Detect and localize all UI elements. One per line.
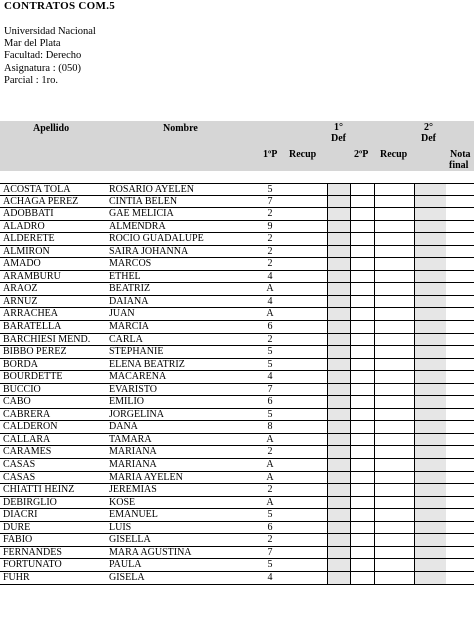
table-row [0,296,474,309]
cell-nombre: MARCOS [109,258,152,270]
cell-nombre: ROCIO GUADALUPE [109,233,204,245]
table-row [0,283,474,296]
cell-1p: A [266,471,274,483]
cell-1p: 4 [267,571,273,583]
cell-nombre: DAIANA [109,295,149,307]
table-row [0,371,474,384]
cell-apellido: ACHAGA PEREZ [3,195,79,207]
cell-apellido: FUHR [3,571,30,583]
cell-1p: 7 [267,195,273,207]
table-row [0,446,474,459]
cell-apellido: ALMIRON [3,245,50,257]
cell-apellido: BOURDETTE [3,371,63,383]
cell-nombre: GAE MELICIA [109,208,174,220]
table-row [0,246,474,259]
cell-apellido: DEBIRGLIO [3,496,57,508]
cell-apellido: ARNUZ [3,295,38,307]
table-row [0,559,474,572]
grades-table [0,183,474,585]
header-recup1: Recup [289,149,317,160]
cell-1p: 4 [267,295,273,307]
table-row [0,196,474,209]
cell-apellido: FABIO [3,534,33,546]
cell-1p: 5 [267,358,273,370]
cell-apellido: BARATELLA [3,321,62,333]
cell-1p: A [266,308,274,320]
cell-apellido: FORTUNATO [3,559,62,571]
cell-1p: 8 [267,421,273,433]
cell-apellido: ARAOZ [3,283,38,295]
table-row [0,547,474,560]
cell-nombre: EMANUEL [109,509,158,521]
cell-apellido: ARAMBURU [3,270,61,282]
table-row [0,396,474,409]
table-row [0,346,474,359]
cell-apellido: ALADRO [3,220,45,232]
table-row [0,221,474,234]
cell-apellido: CASAS [3,471,36,483]
cell-1p: 2 [267,484,273,496]
table-row [0,183,474,196]
cell-nombre: CARLA [109,333,143,345]
cell-1p: 9 [267,220,273,232]
cell-nombre: ROSARIO AYELEN [109,184,194,195]
table-row [0,534,474,547]
header-nota: Nota [450,149,471,160]
cell-1p: 5 [267,559,273,571]
cell-apellido: ARRACHEA [3,308,59,320]
header-recup2: Recup [380,149,408,160]
cell-apellido: BARCHIESI MEND. [3,333,91,345]
table-row [0,434,474,447]
cell-1p: A [266,283,274,295]
cell-apellido: CASAS [3,459,36,471]
cell-apellido: BIBBO PEREZ [3,346,67,358]
cell-1p: 6 [267,521,273,533]
header-2p: 2ºP [354,149,369,160]
cell-nombre: EMILIO [109,396,144,408]
cell-nombre: MARIANA [109,459,157,471]
info-faculty: Facultad: Derecho [4,50,82,62]
cell-apellido: AMADO [3,258,41,270]
cell-apellido: BORDA [3,358,39,370]
cell-1p: 2 [267,446,273,458]
info-exam: Parcial : 1ro. [4,74,58,86]
table-row [0,409,474,422]
info-university: Universidad Nacional [4,26,96,37]
info-city: Mar del Plata [4,38,61,50]
header-final: final [449,160,469,171]
cell-1p: 6 [267,396,273,408]
table-row [0,334,474,347]
cell-nombre: TAMARA [109,433,152,445]
cell-nombre: EVARISTO [109,383,157,395]
cell-1p: 5 [267,509,273,521]
header-1p: 1ºP [263,149,278,160]
cell-1p: 2 [267,233,273,245]
cell-1p: A [266,433,274,445]
table-row [0,497,474,510]
info-block [4,26,96,87]
table-row [0,484,474,497]
header-nombre: Nombre [163,123,198,134]
cell-nombre: CINTIA BELEN [109,195,178,207]
table-row [0,522,474,535]
cell-1p: 2 [267,333,273,345]
cell-apellido: CALLARA [3,433,51,445]
table-row [0,359,474,372]
cell-1p: 5 [267,346,273,358]
cell-1p: A [266,459,274,471]
cell-nombre: MARIA AYELEN [109,471,183,483]
document-title: CONTRATOS COM.5 [4,0,116,12]
cell-1p: 2 [267,534,273,546]
cell-apellido: FERNANDES [3,546,62,558]
table-row [0,233,474,246]
cell-apellido: ACOSTA TOLA [3,184,71,195]
cell-1p: 5 [267,184,273,195]
cell-nombre: ALMENDRA [109,220,166,232]
cell-1p: 4 [267,371,273,383]
table-row [0,459,474,472]
cell-nombre: GISELLA [109,534,151,546]
info-subject: Asignatura : (050) [4,62,81,74]
cell-1p: 2 [267,245,273,257]
cell-apellido: CABO [3,396,31,408]
header-def1: Def [331,133,346,144]
cell-1p: 5 [267,408,273,420]
cell-apellido: BUCCIO [3,383,41,395]
table-row [0,271,474,284]
cell-nombre: MARCIA [109,321,150,333]
cell-apellido: ADOBBATI [3,208,54,220]
table-row [0,308,474,321]
cell-apellido: ALDERETE [3,233,55,245]
cell-1p: 2 [267,258,273,270]
table-row [0,509,474,522]
table-row [0,384,474,397]
cell-nombre: GISELA [109,571,145,583]
cell-nombre: MACARENA [109,371,167,383]
table-row [0,321,474,334]
cell-1p: 7 [267,383,273,395]
table-row [0,258,474,271]
cell-1p: A [266,496,274,508]
cell-nombre: JUAN [109,308,135,320]
cell-nombre: LUIS [109,521,132,533]
header-def2-number: 2° [424,122,433,133]
cell-1p: 2 [267,208,273,220]
cell-apellido: DIACRI [3,509,38,521]
cell-apellido: CALDERON [3,421,58,433]
header-apellido: Apellido [33,123,70,134]
cell-apellido: CHIATTI HEINZ [3,484,75,496]
cell-nombre: SAIRA JOHANNA [109,245,189,257]
cell-1p: 6 [267,321,273,333]
cell-nombre: KOSE [109,496,136,508]
cell-nombre: MARA AGUSTINA [109,546,192,558]
table-row [0,421,474,434]
cell-nombre: PAULA [109,559,142,571]
cell-1p: 4 [267,270,273,282]
table-row [0,208,474,221]
cell-apellido: CABRERA [3,408,51,420]
cell-1p: 7 [267,546,273,558]
cell-nombre: ETHEL [109,270,141,282]
cell-nombre: BEATRIZ [109,283,151,295]
cell-nombre: JORGELINA [109,408,164,420]
cell-apellido: DURE [3,521,31,533]
cell-nombre: DANA [109,421,138,433]
cell-apellido: CARAMES [3,446,52,458]
header-def1-number: 1° [334,122,343,133]
table-row [0,572,474,585]
table-row [0,472,474,485]
cell-nombre: ELENA BEATRIZ [109,358,185,370]
cell-nombre: STEPHANIE [109,346,164,358]
table-header [0,121,474,171]
cell-nombre: JEREMIAS [109,484,157,496]
header-def2: Def [421,133,436,144]
cell-nombre: MARIANA [109,446,157,458]
